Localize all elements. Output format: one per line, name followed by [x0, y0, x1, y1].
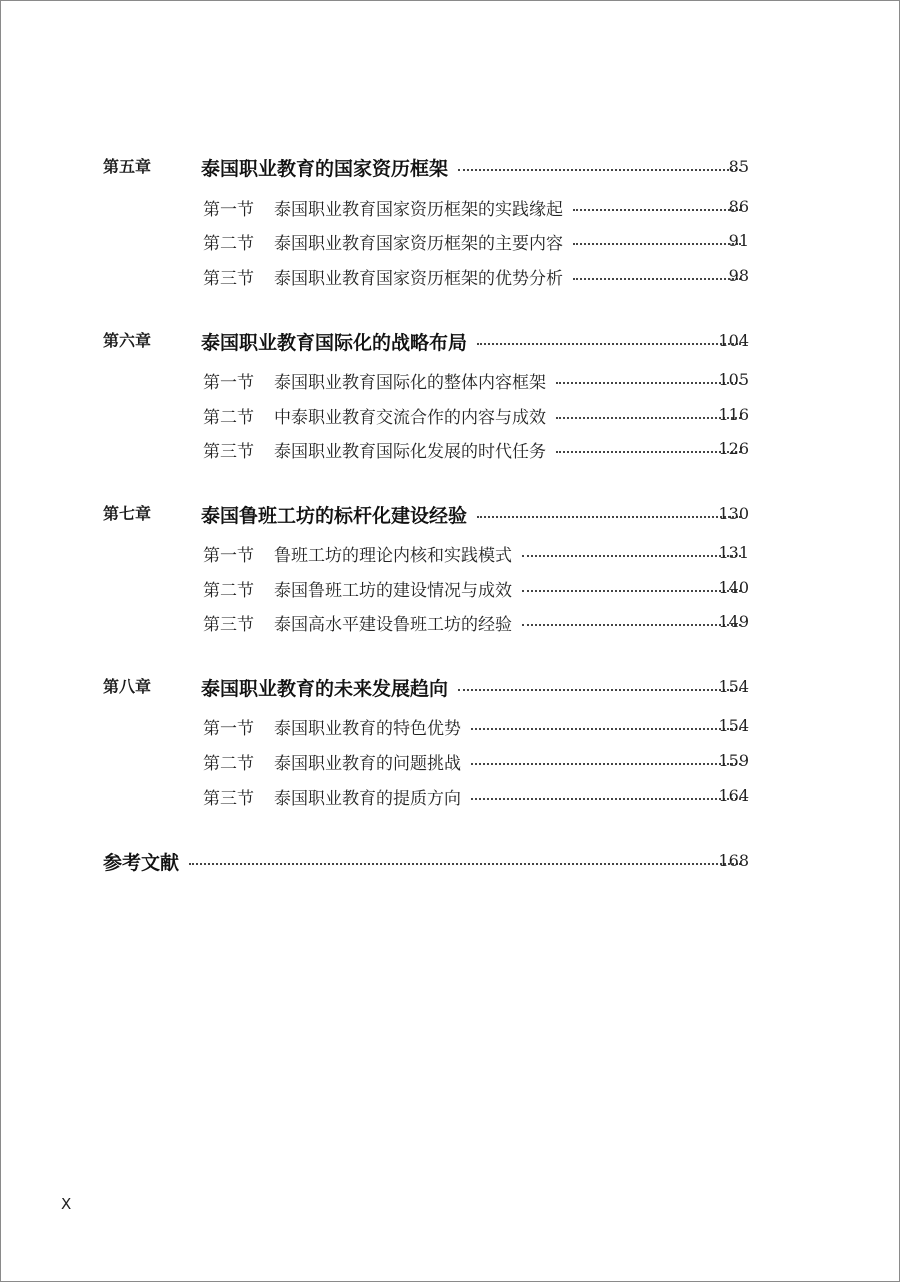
section-title: 泰国高水平建设鲁班工坊的经验: [274, 614, 512, 635]
dot-leader: [189, 863, 741, 865]
section-title: 泰国职业教育国际化发展的时代任务: [274, 441, 546, 462]
dot-leader: [573, 278, 741, 280]
page-number: 105: [718, 370, 749, 389]
section-label: 第三节: [203, 268, 254, 289]
chapter-title: 泰国职业教育的未来发展趋向: [201, 677, 449, 700]
toc-section[interactable]: [1, 192, 899, 222]
toc-section[interactable]: [1, 538, 899, 568]
section-title: 泰国职业教育的特色优势: [274, 718, 461, 739]
section-title: 泰国职业教育的提质方向: [274, 788, 461, 809]
toc-section[interactable]: [1, 781, 899, 811]
toc-chapter-8[interactable]: [1, 672, 899, 702]
toc-section[interactable]: [1, 400, 899, 430]
section-label: 第三节: [203, 614, 254, 635]
toc-section[interactable]: [1, 573, 899, 603]
page-number: 116: [718, 405, 749, 424]
dot-leader: [471, 798, 741, 800]
dot-leader: [573, 209, 741, 211]
chapter-label: 第八章: [103, 677, 152, 696]
dot-leader: [477, 343, 741, 345]
dot-leader: [522, 624, 741, 626]
section-label: 第一节: [203, 545, 254, 566]
toc-section[interactable]: [1, 261, 899, 291]
section-title: 泰国鲁班工坊的建设情况与成效: [274, 580, 512, 601]
dot-leader: [522, 555, 741, 557]
page-number: 85: [728, 157, 749, 176]
page-number: 164: [718, 786, 749, 805]
toc-section[interactable]: [1, 226, 899, 256]
page-number: 140: [718, 578, 749, 597]
dot-leader: [458, 169, 741, 171]
dot-leader: [458, 689, 741, 691]
section-title: 泰国职业教育国际化的整体内容框架: [274, 372, 546, 393]
chapter-label: 第七章: [103, 504, 152, 523]
page-number: 91: [728, 231, 749, 250]
section-label: 第三节: [203, 441, 254, 462]
page-number: 131: [718, 543, 749, 562]
references-title: 参考文献: [103, 851, 180, 874]
page-number: 159: [718, 751, 749, 770]
section-title: 泰国职业教育的问题挑战: [274, 753, 461, 774]
dot-leader: [471, 728, 741, 730]
page-number: 149: [718, 612, 749, 631]
dot-leader: [573, 243, 741, 245]
page-number: 168: [718, 851, 749, 870]
section-title: 泰国职业教育国家资历框架的主要内容: [274, 233, 563, 254]
page-number: 86: [728, 197, 749, 216]
section-label: 第二节: [203, 407, 254, 428]
section-label: 第二节: [203, 233, 254, 254]
section-title: 泰国职业教育国家资历框架的优势分析: [274, 268, 563, 289]
chapter-title: 泰国职业教育的国家资历框架: [201, 157, 449, 180]
toc-section[interactable]: [1, 365, 899, 395]
toc-chapter-6[interactable]: [1, 326, 899, 356]
chapter-label: 第六章: [103, 331, 152, 350]
toc-section[interactable]: [1, 746, 899, 776]
dot-leader: [556, 451, 741, 453]
dot-leader: [556, 382, 741, 384]
section-label: 第一节: [203, 718, 254, 739]
dot-leader: [471, 763, 741, 765]
toc-chapter-5[interactable]: [1, 152, 899, 182]
section-label: 第二节: [203, 753, 254, 774]
toc-section[interactable]: [1, 434, 899, 464]
dot-leader: [477, 516, 741, 518]
section-label: 第一节: [203, 199, 254, 220]
dot-leader: [522, 590, 741, 592]
section-title: 鲁班工坊的理论内核和实践模式: [274, 545, 512, 566]
page-number: 104: [718, 331, 749, 350]
page-number: 98: [728, 266, 749, 285]
section-label: 第三节: [203, 788, 254, 809]
section-title: 中泰职业教育交流合作的内容与成效: [274, 407, 546, 428]
page-number: 154: [718, 677, 749, 696]
chapter-title: 泰国鲁班工坊的标杆化建设经验: [201, 504, 468, 527]
toc-section[interactable]: [1, 607, 899, 637]
page-number: 126: [718, 439, 749, 458]
section-label: 第二节: [203, 580, 254, 601]
chapter-title: 泰国职业教育国际化的战略布局: [201, 331, 468, 354]
section-label: 第一节: [203, 372, 254, 393]
dot-leader: [556, 417, 741, 419]
toc-references[interactable]: [1, 846, 899, 876]
chapter-label: 第五章: [103, 157, 152, 176]
toc-section[interactable]: [1, 711, 899, 741]
page-number: 154: [718, 716, 749, 735]
section-title: 泰国职业教育国家资历框架的实践缘起: [274, 199, 563, 220]
page-number: 130: [718, 504, 749, 523]
folio-page-number: X: [61, 1195, 72, 1213]
toc-chapter-7[interactable]: [1, 499, 899, 529]
